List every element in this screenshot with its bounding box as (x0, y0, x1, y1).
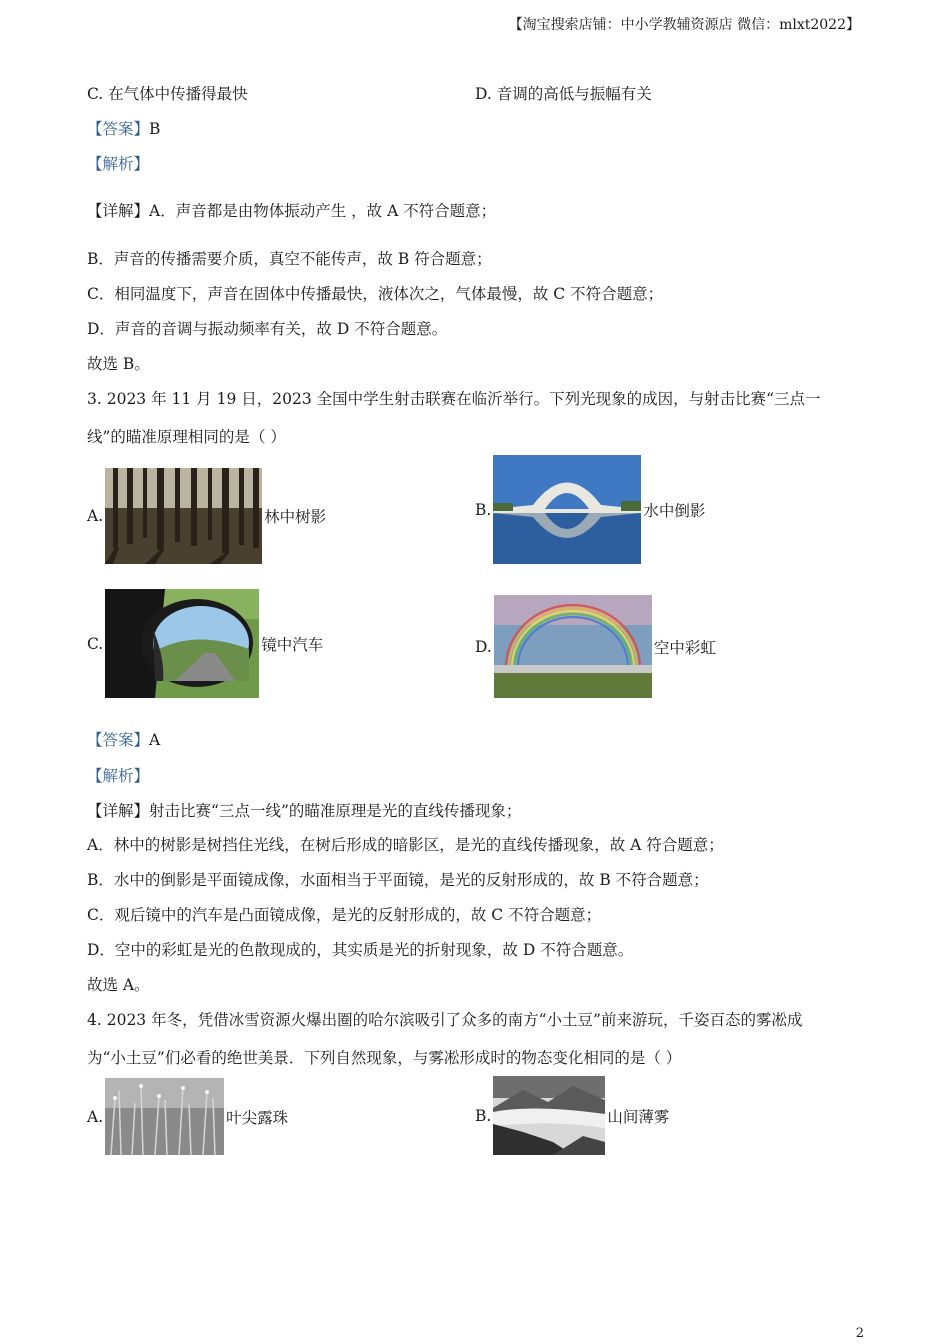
q3-option-b (475, 455, 705, 564)
q2-conclusion: 故选 B。 (87, 355, 150, 373)
answer-value: A (149, 731, 161, 749)
q3-detail-c: C．观后镜中的汽车是凸面镜成像，是光的反射形成的，故 C 不符合题意； (87, 906, 602, 924)
detail-text: 射击比赛“三点一线”的瞄准原理是光的直线传播现象； (149, 802, 522, 820)
q3-stem-line2: 线”的瞄准原理相同的是（ ） (87, 428, 286, 446)
option-letter: D. (475, 637, 492, 656)
q3-analysis-tag: 【解析】 (87, 767, 150, 785)
answer-value: B (149, 120, 161, 138)
forest-shadow-image (105, 468, 262, 564)
q4-stem-line2: 为“小土豆”们必看的绝世美景．下列自然现象，与雾凇形成时的物态变化相同的是（ ） (87, 1049, 682, 1067)
q3-stem-line1: 3. 2023 年 11 月 19 日，2023 全国中学生射击联赛在临沂举行。下列光现象的成因，与射击比赛“三点一 (87, 390, 821, 408)
q2-option-c: C. 在气体中传播得最快 (87, 85, 248, 103)
q3-option-a (87, 468, 326, 564)
q2-analysis-tag: 【解析】 (87, 155, 150, 173)
option-caption: 山间薄雾 (607, 1107, 670, 1126)
detail-tag: 【详解】 (87, 202, 150, 220)
q4-option-a (87, 1078, 288, 1155)
option-caption: 水中倒影 (643, 501, 706, 520)
q3-answer (87, 728, 160, 750)
mountain-mist-image (493, 1076, 605, 1155)
q3-detail-b: B．水中的倒影是平面镜成像，水面相当于平面镜，是光的反射形成的，故 B 不符合题意； (87, 871, 709, 889)
q2-answer (87, 117, 160, 139)
option-letter: B. (475, 500, 492, 519)
q2-detail-c: C．相同温度下，声音在固体中传播最快，液体次之，气体最慢，故 C 不符合题意； (87, 285, 664, 303)
option-letter: C. (87, 634, 104, 653)
q3-detail-a: A．林中的树影是树挡住光线，在树后形成的暗影区，是光的直线传播现象，故 A 符合题意； (87, 836, 724, 854)
option-caption: 林中树影 (264, 508, 327, 526)
q2-detail-a (87, 199, 496, 221)
rainbow-image (494, 595, 652, 698)
detail-tag: 【详解】 (87, 802, 150, 820)
q2-detail-b: B．声音的传播需要介质，真空不能传声，故 B 符合题意； (87, 250, 492, 268)
q3-option-c (87, 589, 323, 698)
option-caption: 空中彩虹 (653, 638, 716, 657)
option-letter: B. (475, 1106, 492, 1125)
page-header: 【淘宝搜索店铺：中小学教辅资源店 微信：mlxt2022】 (508, 17, 860, 33)
q3-detail-d: D．空中的彩虹是光的色散现成的，其实质是光的折射现象，故 D 不符合题意。 (87, 941, 634, 959)
answer-tag: 【答案】 (87, 120, 150, 138)
q2-option-d: D. 音调的高低与振幅有关 (475, 85, 652, 103)
bridge-reflection-image (493, 455, 641, 564)
q3-option-d (475, 595, 716, 698)
q2-detail-d: D．声音的音调与振动频率有关，故 D 不符合题意。 (87, 320, 448, 338)
page-number: 2 (855, 1326, 864, 1341)
q4-option-b (475, 1076, 669, 1155)
detail-text: A．声音都是由物体振动产生 ，故 A 不符合题意； (149, 202, 497, 220)
q4-stem-line1: 4. 2023 年冬，凭借冰雪资源火爆出圈的哈尔滨吸引了众多的南方“小土豆”前来游玩，千姿百态的雾凇成 (87, 1011, 803, 1029)
dew-drops-image (105, 1078, 224, 1155)
option-letter: A. (87, 507, 104, 525)
car-mirror-image (105, 589, 259, 698)
option-caption: 叶尖露珠 (226, 1108, 289, 1127)
q3-detail-intro (87, 799, 521, 821)
answer-tag: 【答案】 (87, 731, 150, 749)
q3-conclusion: 故选 A。 (87, 976, 150, 994)
option-caption: 镜中汽车 (261, 635, 324, 654)
option-letter: A. (87, 1107, 104, 1126)
